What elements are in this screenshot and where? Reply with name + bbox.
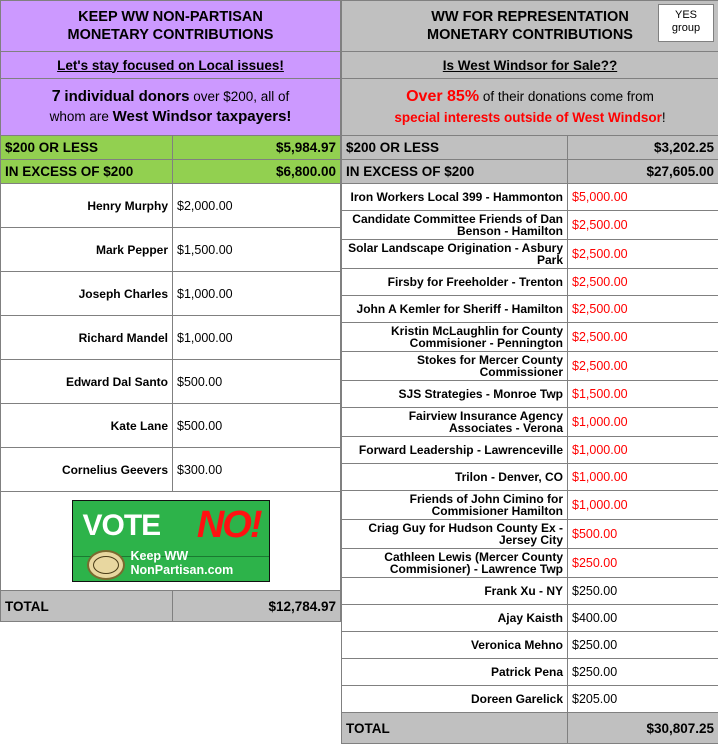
donor-amount: $2,500.00 <box>568 211 718 240</box>
right-title-line1: WW FOR REPRESENTATION <box>431 9 629 25</box>
left-total-row <box>1 591 341 622</box>
table-row <box>1 184 341 228</box>
donor-amount: $1,000.00 <box>568 437 718 464</box>
donor-name: Firsby for Freeholder - Trenton <box>342 269 568 296</box>
donor-amount: $5,000.00 <box>568 184 718 211</box>
donor-amount: $500.00 <box>173 404 341 448</box>
donor-amount: $205.00 <box>568 686 718 713</box>
left-blurb <box>1 79 341 136</box>
table-row <box>342 520 718 549</box>
table-row <box>342 659 718 686</box>
table-row <box>1 360 341 404</box>
donor-amount: $1,000.00 <box>568 491 718 520</box>
vote-no-sign-row <box>1 492 341 591</box>
donor-amount: $1,500.00 <box>173 228 341 272</box>
right-title-line2: MONETARY CONTRIBUTIONS <box>427 27 633 43</box>
left-subtitle-row <box>1 52 341 79</box>
left-over-row <box>1 160 341 184</box>
left-blurb-line2a: whom are <box>50 109 109 124</box>
donor-name: SJS Strategies - Monroe Twp <box>342 381 568 408</box>
donor-amount: $250.00 <box>568 659 718 686</box>
right-subtitle-row <box>342 52 718 79</box>
donor-name: Trilon - Denver, CO <box>342 464 568 491</box>
left-over-amount: $6,800.00 <box>173 160 341 184</box>
table-row <box>342 240 718 269</box>
table-row <box>342 296 718 323</box>
donor-name: Cathleen Lewis (Mercer County Commisioner) - Lawrence Twp <box>342 549 568 578</box>
table-row <box>342 323 718 352</box>
donor-amount: $1,000.00 <box>173 272 341 316</box>
left-blurb-mid: individual donors <box>64 88 189 105</box>
donor-name: Iron Workers Local 399 - Hammonton <box>342 184 568 211</box>
right-blurb-line2: special interests outside of West Windsor <box>394 110 661 125</box>
donor-name: Criag Guy for Hudson County Ex - Jersey City <box>342 520 568 549</box>
table-row <box>342 381 718 408</box>
table-row <box>342 464 718 491</box>
right-under-label: $200 OR LESS <box>342 136 568 160</box>
right-over-label: IN EXCESS OF $200 <box>342 160 568 184</box>
table-row <box>342 352 718 381</box>
donor-amount: $2,500.00 <box>568 240 718 269</box>
right-subtitle: Is West Windsor for Sale?? <box>342 52 718 79</box>
donor-amount: $250.00 <box>568 632 718 659</box>
donor-name: Edward Dal Santo <box>1 360 173 404</box>
donor-amount: $500.00 <box>173 360 341 404</box>
donor-name: Forward Leadership - Lawrenceville <box>342 437 568 464</box>
donor-name: Joseph Charles <box>1 272 173 316</box>
donor-name: Doreen Garelick <box>342 686 568 713</box>
donor-amount: $250.00 <box>568 578 718 605</box>
left-under-label: $200 OR LESS <box>1 136 173 160</box>
right-total-amount: $30,807.25 <box>568 713 718 744</box>
right-blurb-bang: ! <box>662 110 666 125</box>
donor-name: Stokes for Mercer County Commissioner <box>342 352 568 381</box>
left-total-label: TOTAL <box>1 591 173 622</box>
sign-url-text: Keep WW NonPartisan.com <box>131 549 269 577</box>
table-row <box>1 316 341 360</box>
donor-amount: $400.00 <box>568 605 718 632</box>
table-row <box>342 408 718 437</box>
donor-name: Kristin McLaughlin for County Commisioner - Pennington <box>342 323 568 352</box>
vote-no-sign-cell <box>1 492 341 591</box>
left-title <box>1 1 341 52</box>
table-row <box>342 211 718 240</box>
right-blurb-pct: Over 85% <box>406 88 479 105</box>
left-title-line2: MONETARY CONTRIBUTIONS <box>68 27 274 43</box>
right-total-row <box>342 713 718 744</box>
table-row <box>1 272 341 316</box>
right-blurb-row <box>342 79 718 136</box>
sign-vote-text: VOTE <box>83 509 161 543</box>
table-row <box>342 549 718 578</box>
left-under-row <box>1 136 341 160</box>
table-row <box>1 448 341 492</box>
right-total-label: TOTAL <box>342 713 568 744</box>
table-row <box>1 404 341 448</box>
donor-name: Candidate Committee Friends of Dan Benson - Hamilton <box>342 211 568 240</box>
left-total-amount: $12,784.97 <box>173 591 341 622</box>
table-row <box>342 491 718 520</box>
donor-name: Friends of John Cimino for Commisioner Hamilton <box>342 491 568 520</box>
donor-amount: $2,500.00 <box>568 352 718 381</box>
sign-no-text: NO! <box>197 504 261 547</box>
left-blurb-over: over $200, all of <box>193 89 289 104</box>
table-row <box>342 269 718 296</box>
table-row <box>342 605 718 632</box>
left-blurb-count: 7 <box>52 88 61 105</box>
donor-amount: $2,500.00 <box>568 296 718 323</box>
donor-name: Veronica Mehno <box>342 632 568 659</box>
donor-amount: $1,500.00 <box>568 381 718 408</box>
yes-group-line1: YES <box>659 9 713 22</box>
donor-amount: $250.00 <box>568 549 718 578</box>
table-row <box>342 686 718 713</box>
left-blurb-line2b: West Windsor taxpayers! <box>113 108 292 125</box>
donor-name: Fairview Insurance Agency Associates - Verona <box>342 408 568 437</box>
left-subtitle: Let's stay focused on Local issues! <box>1 52 341 79</box>
seal-icon <box>87 550 125 580</box>
donor-name: Mark Pepper <box>1 228 173 272</box>
donor-name: Ajay Kaisth <box>342 605 568 632</box>
right-over-row <box>342 160 718 184</box>
donor-name: Patrick Pena <box>342 659 568 686</box>
right-panel <box>341 0 718 744</box>
donor-name: Richard Mandel <box>1 316 173 360</box>
donor-amount: $1,000.00 <box>173 316 341 360</box>
donor-name: Frank Xu - NY <box>342 578 568 605</box>
table-row <box>342 632 718 659</box>
donor-amount: $1,000.00 <box>568 408 718 437</box>
left-title-row <box>1 1 341 52</box>
donor-amount: $2,500.00 <box>568 269 718 296</box>
left-panel <box>0 0 340 622</box>
left-under-amount: $5,984.97 <box>173 136 341 160</box>
right-under-amount: $3,202.25 <box>568 136 718 160</box>
left-title-line1: KEEP WW NON-PARTISAN <box>78 9 263 25</box>
donor-name: Henry Murphy <box>1 184 173 228</box>
donor-name: John A Kemler for Sheriff - Hamilton <box>342 296 568 323</box>
donor-amount: $300.00 <box>173 448 341 492</box>
right-over-amount: $27,605.00 <box>568 160 718 184</box>
right-under-row <box>342 136 718 160</box>
yes-group-line2: group <box>659 22 713 35</box>
table-row <box>1 228 341 272</box>
right-blurb <box>342 79 718 136</box>
table-row <box>342 578 718 605</box>
donor-amount: $500.00 <box>568 520 718 549</box>
left-over-label: IN EXCESS OF $200 <box>1 160 173 184</box>
donor-amount: $1,000.00 <box>568 464 718 491</box>
right-table <box>341 0 718 744</box>
donor-name: Cornelius Geevers <box>1 448 173 492</box>
left-blurb-row <box>1 79 341 136</box>
table-row <box>342 437 718 464</box>
yes-group-badge <box>658 4 714 42</box>
donor-name: Solar Landscape Origination - Asbury Park <box>342 240 568 269</box>
donor-amount: $2,500.00 <box>568 323 718 352</box>
table-row <box>342 184 718 211</box>
donor-name: Kate Lane <box>1 404 173 448</box>
vote-no-sign <box>72 500 270 582</box>
left-table <box>0 0 341 622</box>
right-blurb-rest: of their donations come from <box>483 89 654 104</box>
donor-amount: $2,000.00 <box>173 184 341 228</box>
